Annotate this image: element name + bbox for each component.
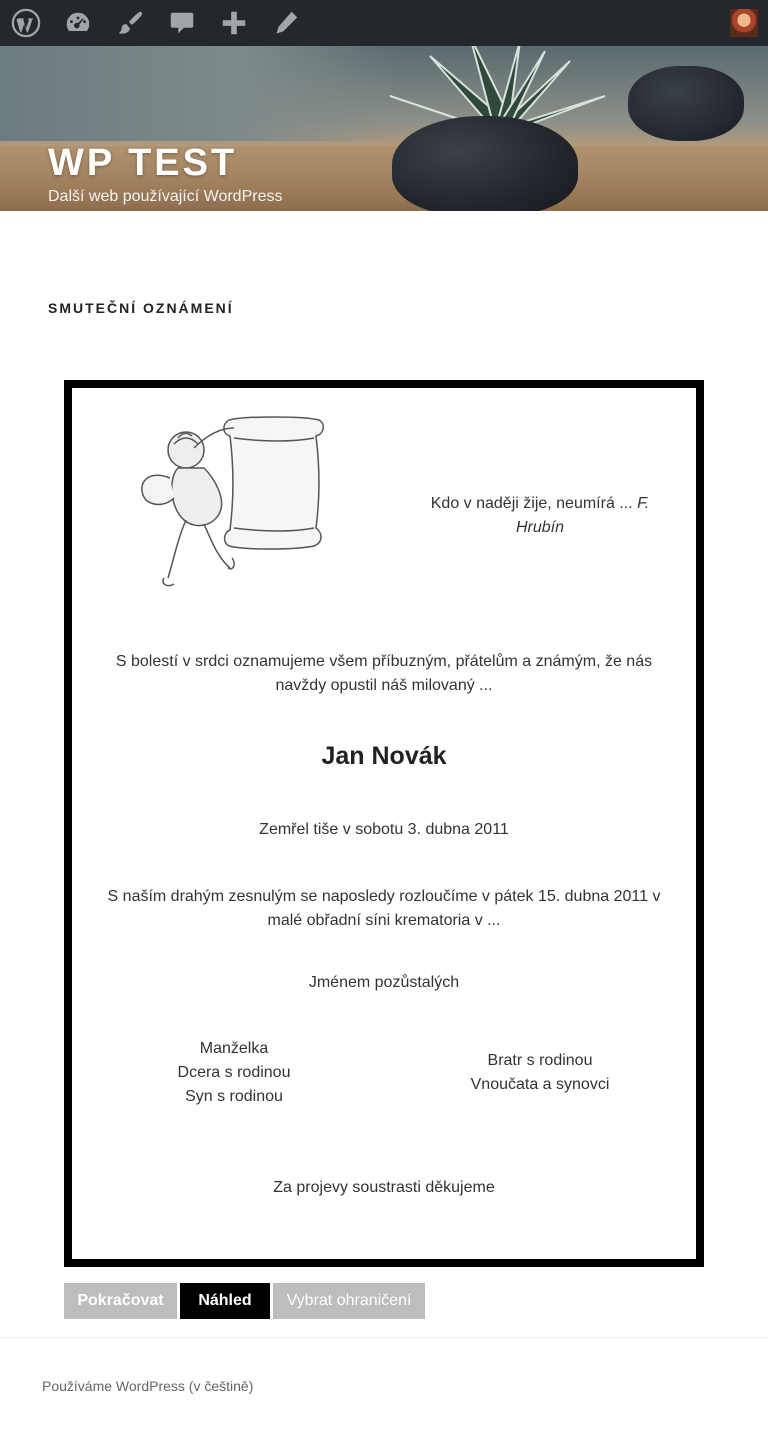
mourner-item: Syn s rodinou: [185, 1088, 283, 1105]
quote-author: F. Hrubín: [515, 495, 650, 536]
continue-button[interactable]: Pokračovat: [64, 1283, 177, 1319]
thanks-text: Za projevy soustrasti děkujeme: [273, 1179, 495, 1196]
mourner-item: Vnoučata a synovci: [470, 1076, 610, 1093]
wordpress-logo-icon[interactable]: [10, 7, 42, 39]
comments-icon[interactable]: [166, 7, 198, 39]
header-background-pot: [628, 66, 744, 141]
user-avatar[interactable]: [730, 9, 758, 37]
choose-border-button[interactable]: Vybrat ohraničení: [273, 1283, 425, 1319]
funeral-info: S naším drahým zesnulým se naposledy rozloučíme v pátek 15. dubna 2011 v malé obřadní síni krematoria v ...: [107, 888, 661, 929]
header-plant-pot: [392, 116, 578, 211]
mourner-item: Manželka: [199, 1040, 269, 1057]
edit-pencil-icon[interactable]: [270, 7, 302, 39]
preview-button[interactable]: Náhled: [180, 1283, 270, 1319]
obituary-notice: [64, 380, 704, 1267]
deceased-name: Jan Novák: [321, 742, 447, 770]
site-title[interactable]: WP TEST: [48, 142, 238, 184]
mourners-list-right: [440, 1049, 640, 1097]
page-title: SMUTEČNÍ OZNÁMENÍ: [48, 300, 234, 316]
customize-brush-icon[interactable]: [114, 7, 146, 39]
dashboard-icon[interactable]: [62, 7, 94, 39]
footer-credit-link[interactable]: Používáme WordPress (v češtině): [42, 1378, 254, 1394]
memorial-quote: [420, 492, 660, 540]
site-description: Další web používající WordPress: [48, 188, 283, 205]
quote-text: Kdo v naději žije, neumírá ...: [430, 495, 633, 512]
notice-intro: S bolestí v srdci oznamujeme všem příbuzným, přátelům a známým, že nás navždy opustil náš milovaný ...: [115, 653, 653, 694]
angel-with-scroll-illustration: [134, 408, 334, 608]
admin-bar: [0, 0, 768, 46]
new-content-plus-icon[interactable]: [218, 7, 250, 39]
mourner-item: Dcera s rodinou: [177, 1064, 291, 1081]
mourners-list-left: [134, 1037, 334, 1109]
on-behalf-text: Jménem pozůstalých: [308, 974, 460, 991]
footer-divider: [0, 1337, 768, 1338]
mourner-item: Bratr s rodinou: [487, 1052, 593, 1069]
site-header-image: [0, 46, 768, 211]
death-date-text: Zemřel tiše v sobotu 3. dubna 2011: [259, 821, 509, 838]
header-background: [0, 46, 400, 141]
